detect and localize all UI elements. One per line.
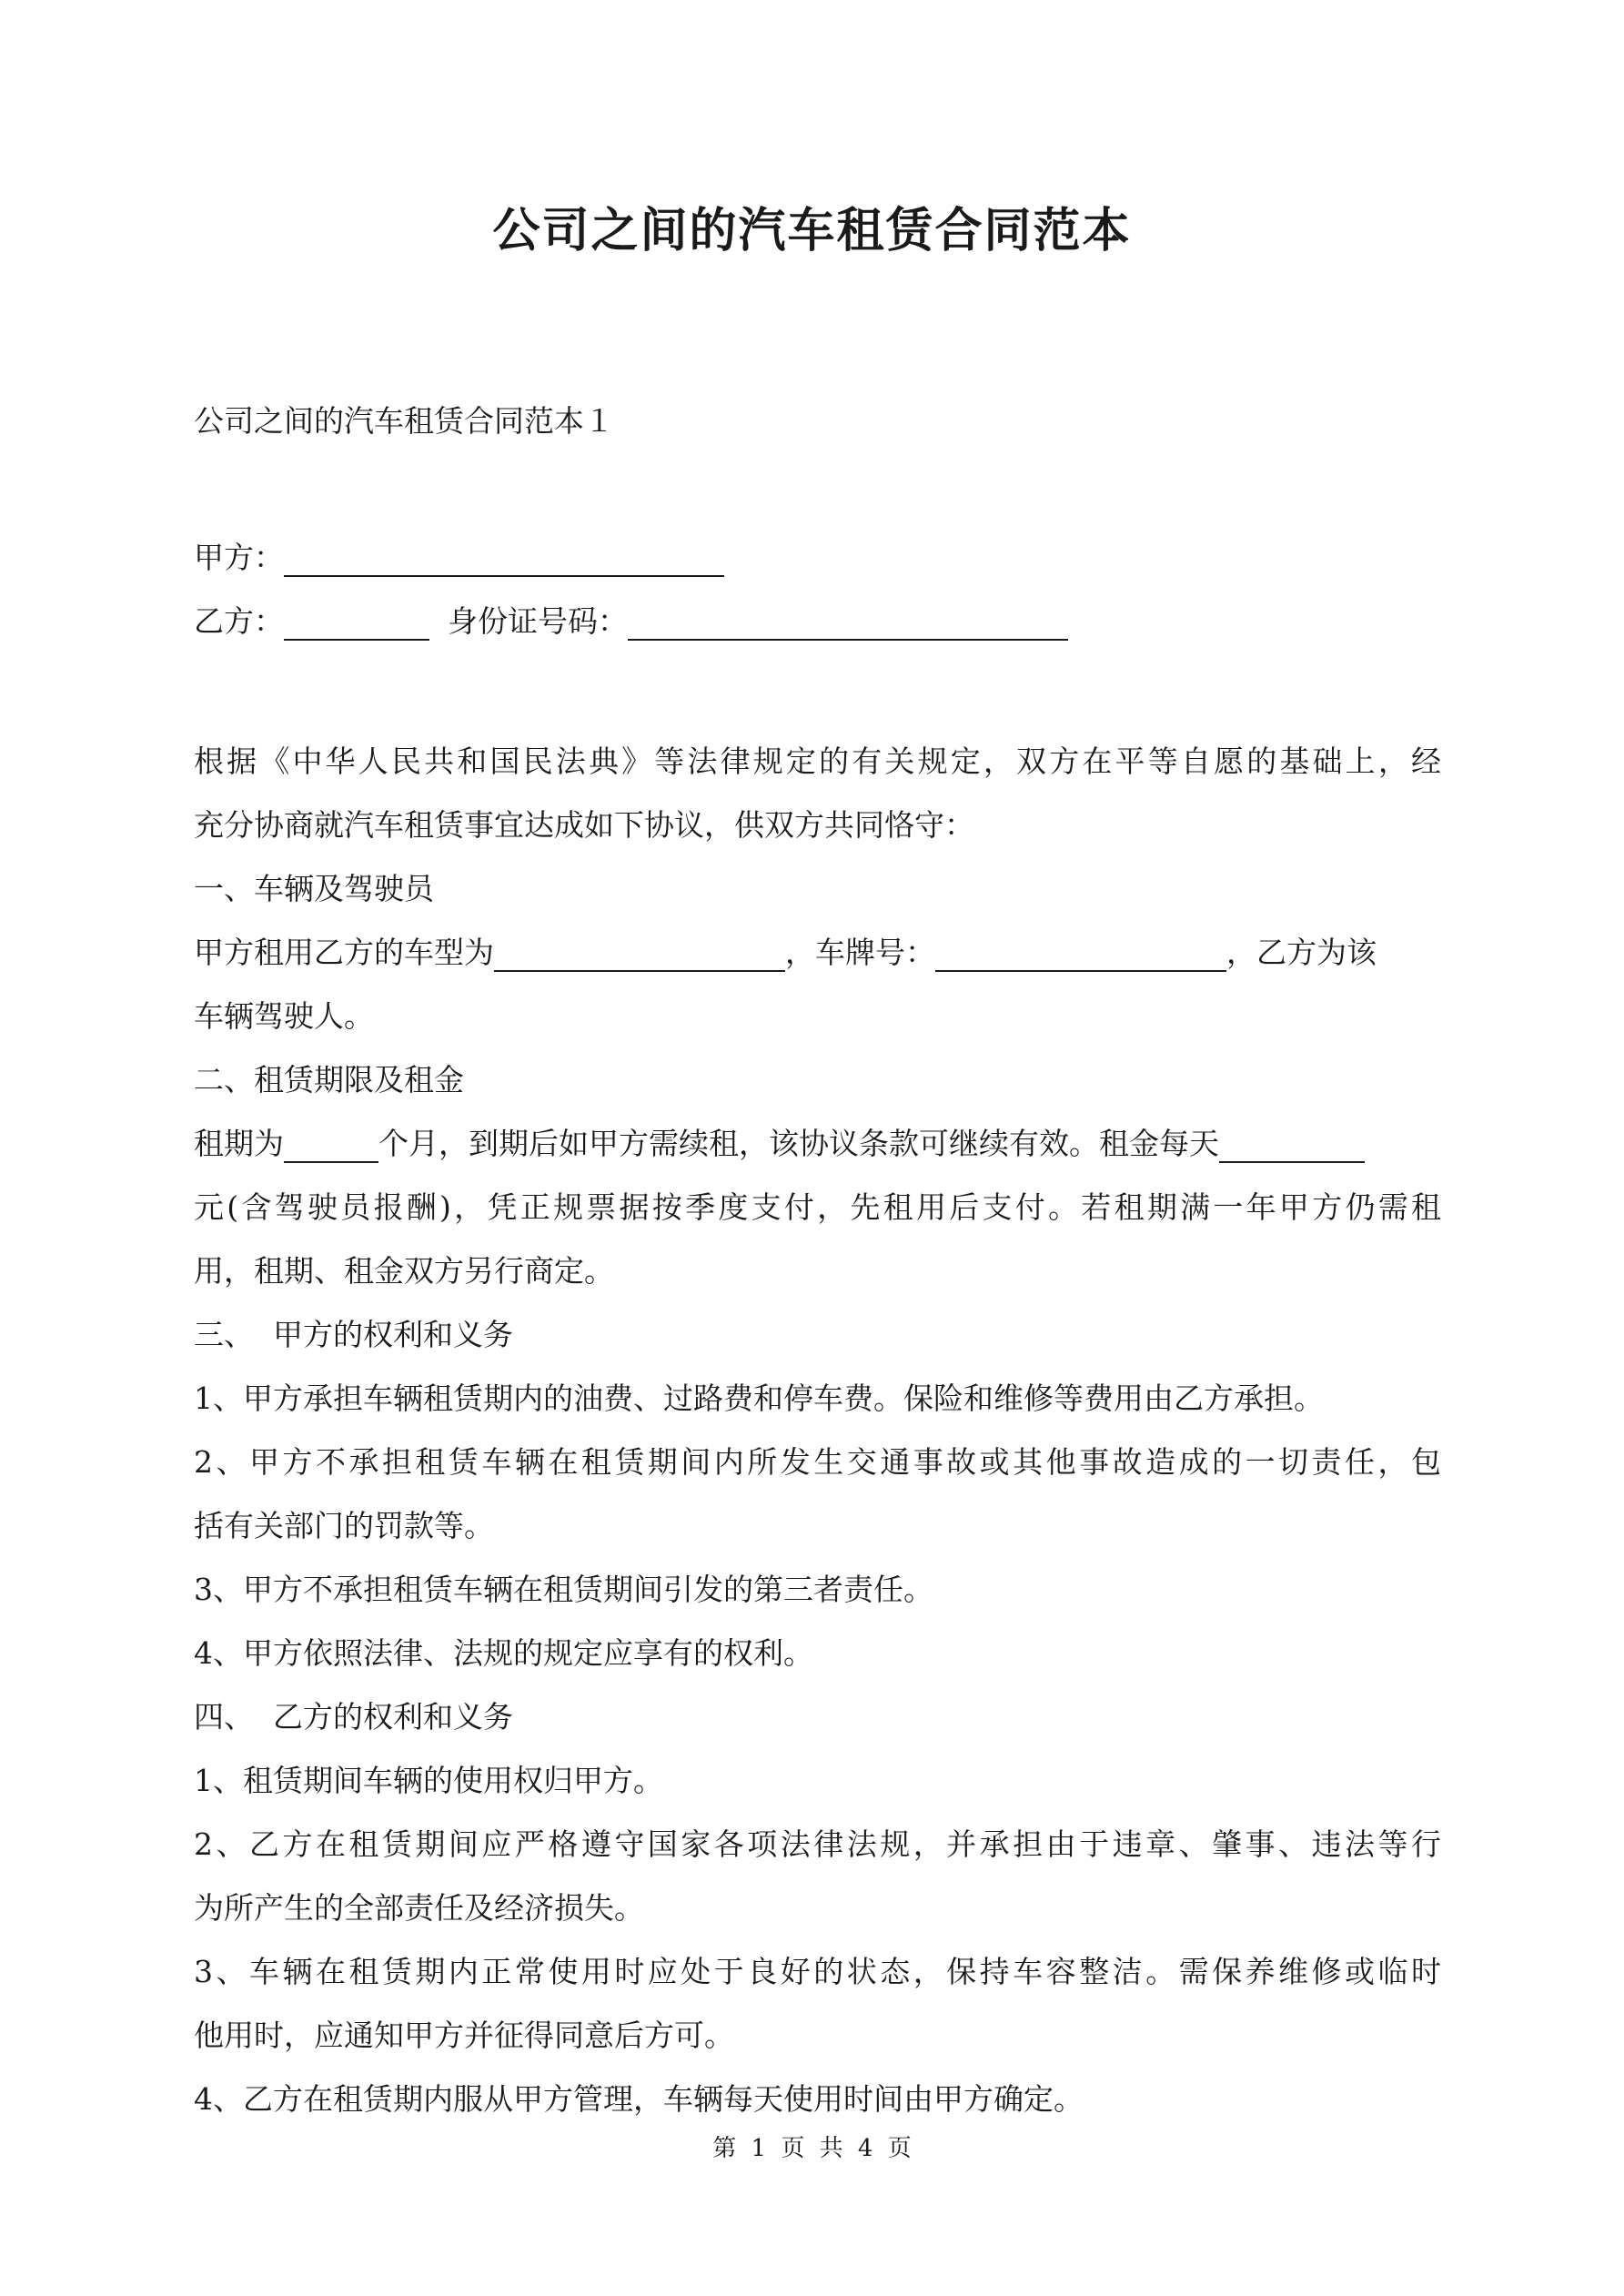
section-1-line-2: 车辆驾驶人。 xyxy=(194,998,374,1034)
section-4-item-1: 1、租赁期间车辆的使用权归甲方。 xyxy=(194,1763,663,1798)
section-3-item-2: 2、甲方不承担租赁车辆在租赁期间内所发生交通事故或其他事故造成的一切责任，包 xyxy=(194,1444,1442,1480)
section-1-line-1 xyxy=(194,921,1442,985)
section-4-item-3-cont: 他用时，应通知甲方并征得同意后方可。 xyxy=(194,2018,734,2053)
section-4-item-4: 4、乙方在租赁期内服从甲方管理，车辆每天使用时间由甲方确定。 xyxy=(194,2081,1084,2117)
party-a-label: 甲方： xyxy=(194,540,284,575)
driver-clause-text: ，乙方为该 xyxy=(1226,935,1377,970)
lease-term-label: 租期为 xyxy=(194,1126,284,1161)
plate-number-field[interactable] xyxy=(935,936,1226,972)
section-2-heading: 二、租赁期限及租金 xyxy=(194,1062,464,1097)
party-a-line xyxy=(194,526,1442,590)
section-3-item-4: 4、甲方依照法律、法规的规定应享有的权利。 xyxy=(194,1635,813,1671)
party-b-line xyxy=(194,590,1442,653)
section-4-item-3: 3、车辆在租赁期内正常使用时应处于良好的状态，保持车容整洁。需保养维修或临时 xyxy=(194,1954,1442,1989)
section-4-item-2: 2、乙方在租赁期间应严格遵守国家各项法律法规，并承担由于违章、肇事、违法等行 xyxy=(194,1826,1442,1862)
vehicle-model-field[interactable] xyxy=(494,936,785,972)
section-3-item-1: 1、甲方承担车辆租赁期内的油费、过路费和停车费。保险和维修等费用由乙方承担。 xyxy=(194,1381,1324,1416)
section-3-item-3: 3、甲方不承担租赁车辆在租赁期间引发的第三者责任。 xyxy=(194,1572,933,1607)
section-4-item-2-cont: 为所产生的全部责任及经济损失。 xyxy=(194,1890,644,1926)
preamble-line-2: 充分协商就汽车租赁事宜达成如下协议，供双方共同恪守： xyxy=(194,807,974,843)
party-a-name-field[interactable] xyxy=(284,541,724,577)
section-3-heading: 三、 甲方的权利和义务 xyxy=(194,1317,513,1352)
lease-months-field[interactable] xyxy=(284,1127,378,1163)
page-footer: 第 1 页 共 4 页 xyxy=(712,2135,912,2162)
party-b-name-field[interactable] xyxy=(284,604,429,641)
vehicle-model-label: 甲方租用乙方的车型为 xyxy=(194,935,494,970)
id-number-field[interactable] xyxy=(628,604,1068,641)
daily-rent-field[interactable] xyxy=(1219,1127,1365,1163)
plate-number-label: ，车牌号： xyxy=(785,935,935,970)
party-b-label: 乙方： xyxy=(194,603,284,639)
document-subtitle: 公司之间的汽车租赁合同范本１ xyxy=(194,403,614,439)
section-2-line-1 xyxy=(194,1112,1442,1176)
document-body xyxy=(194,389,1442,2131)
section-4-heading: 四、 乙方的权利和义务 xyxy=(194,1699,513,1735)
section-3-item-2-cont: 括有关部门的罚款等。 xyxy=(194,1508,494,1543)
lease-term-text: 个月，到期后如甲方需续租，该协议条款可继续有效。租金每天 xyxy=(378,1126,1219,1161)
preamble-line-1: 根据《中华人民共和国民法典》等法律规定的有关规定，双方在平等自愿的基础上，经 xyxy=(194,743,1442,779)
section-2-line-3: 用，租期、租金双方另行商定。 xyxy=(194,1253,614,1289)
id-number-label: 身份证号码： xyxy=(448,603,628,639)
section-2-line-2: 元(含驾驶员报酬)，凭正规票据按季度支付，先租用后支付。若租期满一年甲方仍需租 xyxy=(194,1189,1442,1225)
document-title: 公司之间的汽车租赁合同范本 xyxy=(492,203,1132,258)
section-1-heading: 一、车辆及驾驶员 xyxy=(194,871,434,906)
